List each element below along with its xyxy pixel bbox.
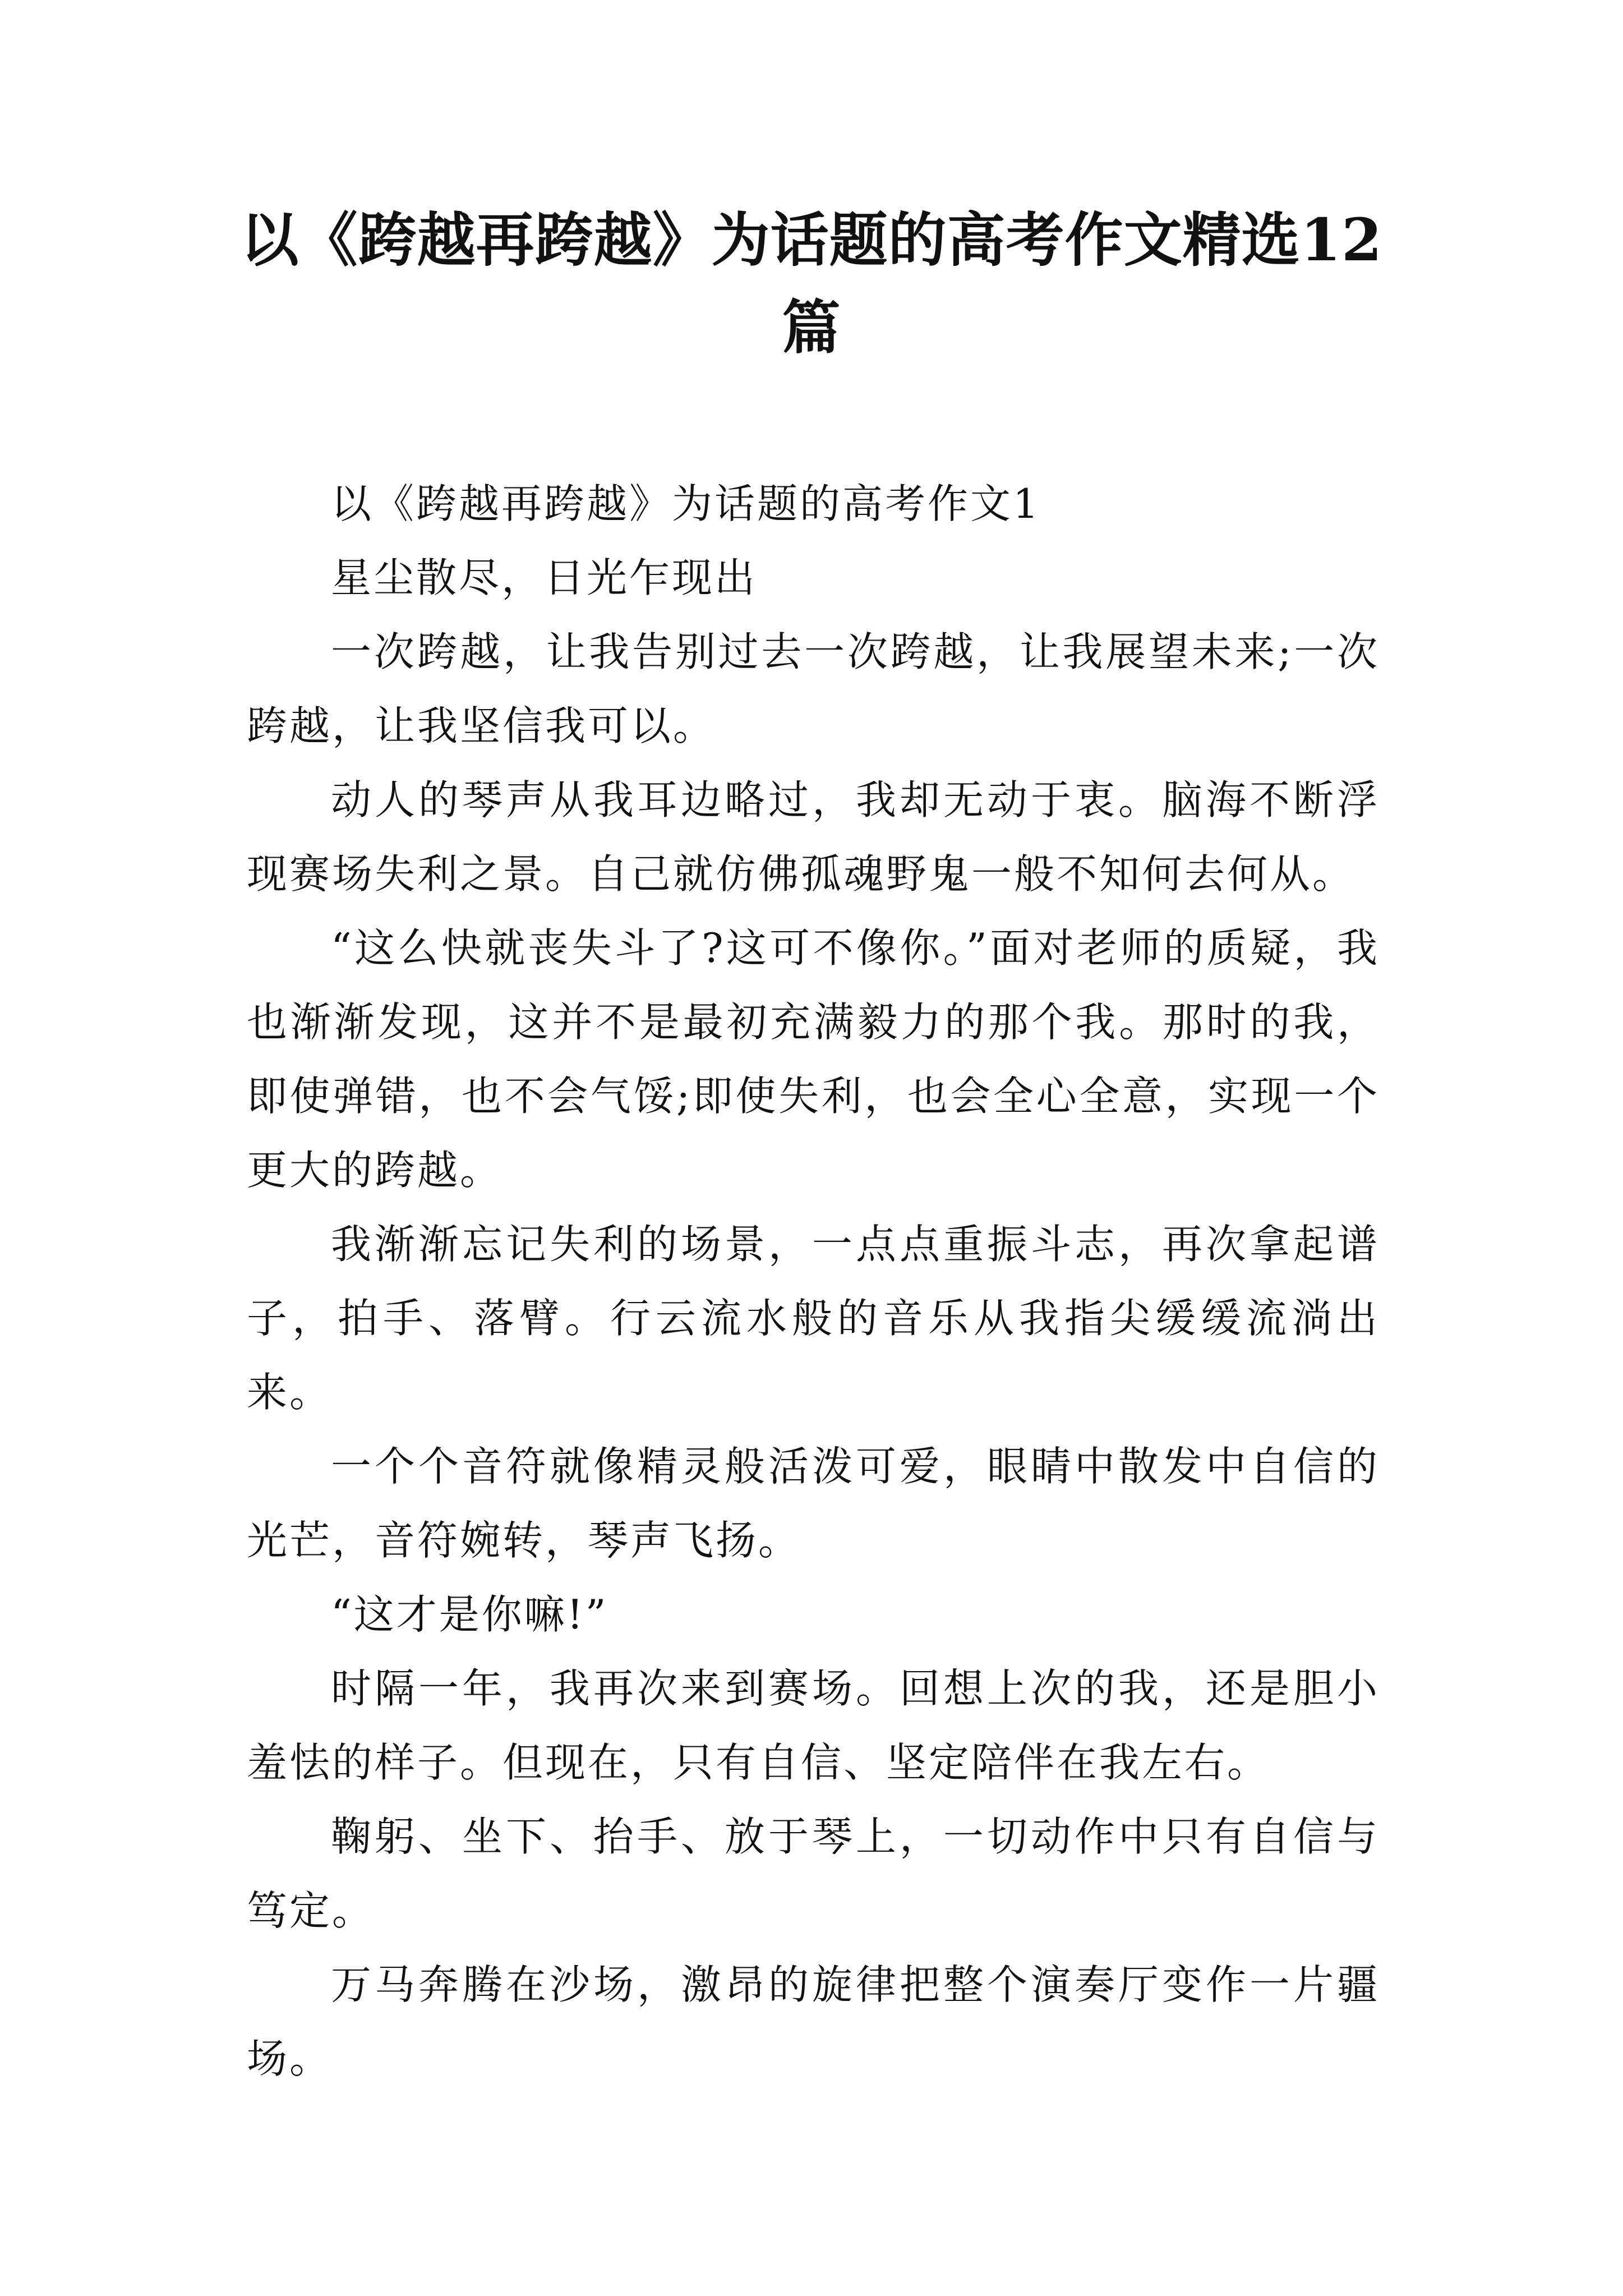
paragraph: 我渐渐忘记失利的场景，一点点重振斗志，再次拿起谱子，拍手、落臂。行云流水般的音乐从我指尖缓缓流淌出来。: [247, 1221, 1380, 1416]
paragraph: 时隔一年，我再次来到赛场。回想上次的我，还是胆小羞怯的样子。但现在，只有自信、坚定陪伴在我左右。: [247, 1665, 1380, 1786]
paragraph: 动人的琴声从我耳边略过，我却无动于衷。脑海不断浮现赛场失利之景。自己就仿佛孤魂野鬼一般不知何去何从。: [247, 776, 1380, 898]
paragraph: 万马奔腾在沙场，激昂的旋律把整个演奏厅变作一片疆场。: [247, 1961, 1380, 2082]
subheading: 以《跨越再跨越》为话题的高考作文1: [331, 480, 1041, 527]
paragraph: 鞠躬、坐下、抬手、放于琴上，一切动作中只有自信与笃定。: [247, 1813, 1380, 1934]
paragraph: 星尘散尽，日光乍现出: [331, 554, 758, 601]
paragraph: 一次跨越，让我告别过去一次跨越，让我展望未来;一次跨越，让我坚信我可以。: [247, 628, 1380, 749]
paragraph: “这么快就丧失斗了?这可不像你。”面对老师的质疑，我也渐渐发现，这并不是最初充满毅力的那个我。那时的我，即使弹错，也不会气馁;即使失利，也会全心全意，实现一个更大的跨越。: [247, 924, 1380, 1194]
paragraph: 一个个音符就像精灵般活泼可爱，眼睛中散发中自信的光芒，音符婉转，琴声飞扬。: [247, 1443, 1380, 1564]
document-body: [247, 467, 1380, 2096]
document-title: 以《跨越再跨越》为话题的高考作文精选12篇: [240, 205, 1383, 362]
paragraph: “这才是你嘛!”: [331, 1591, 608, 1638]
